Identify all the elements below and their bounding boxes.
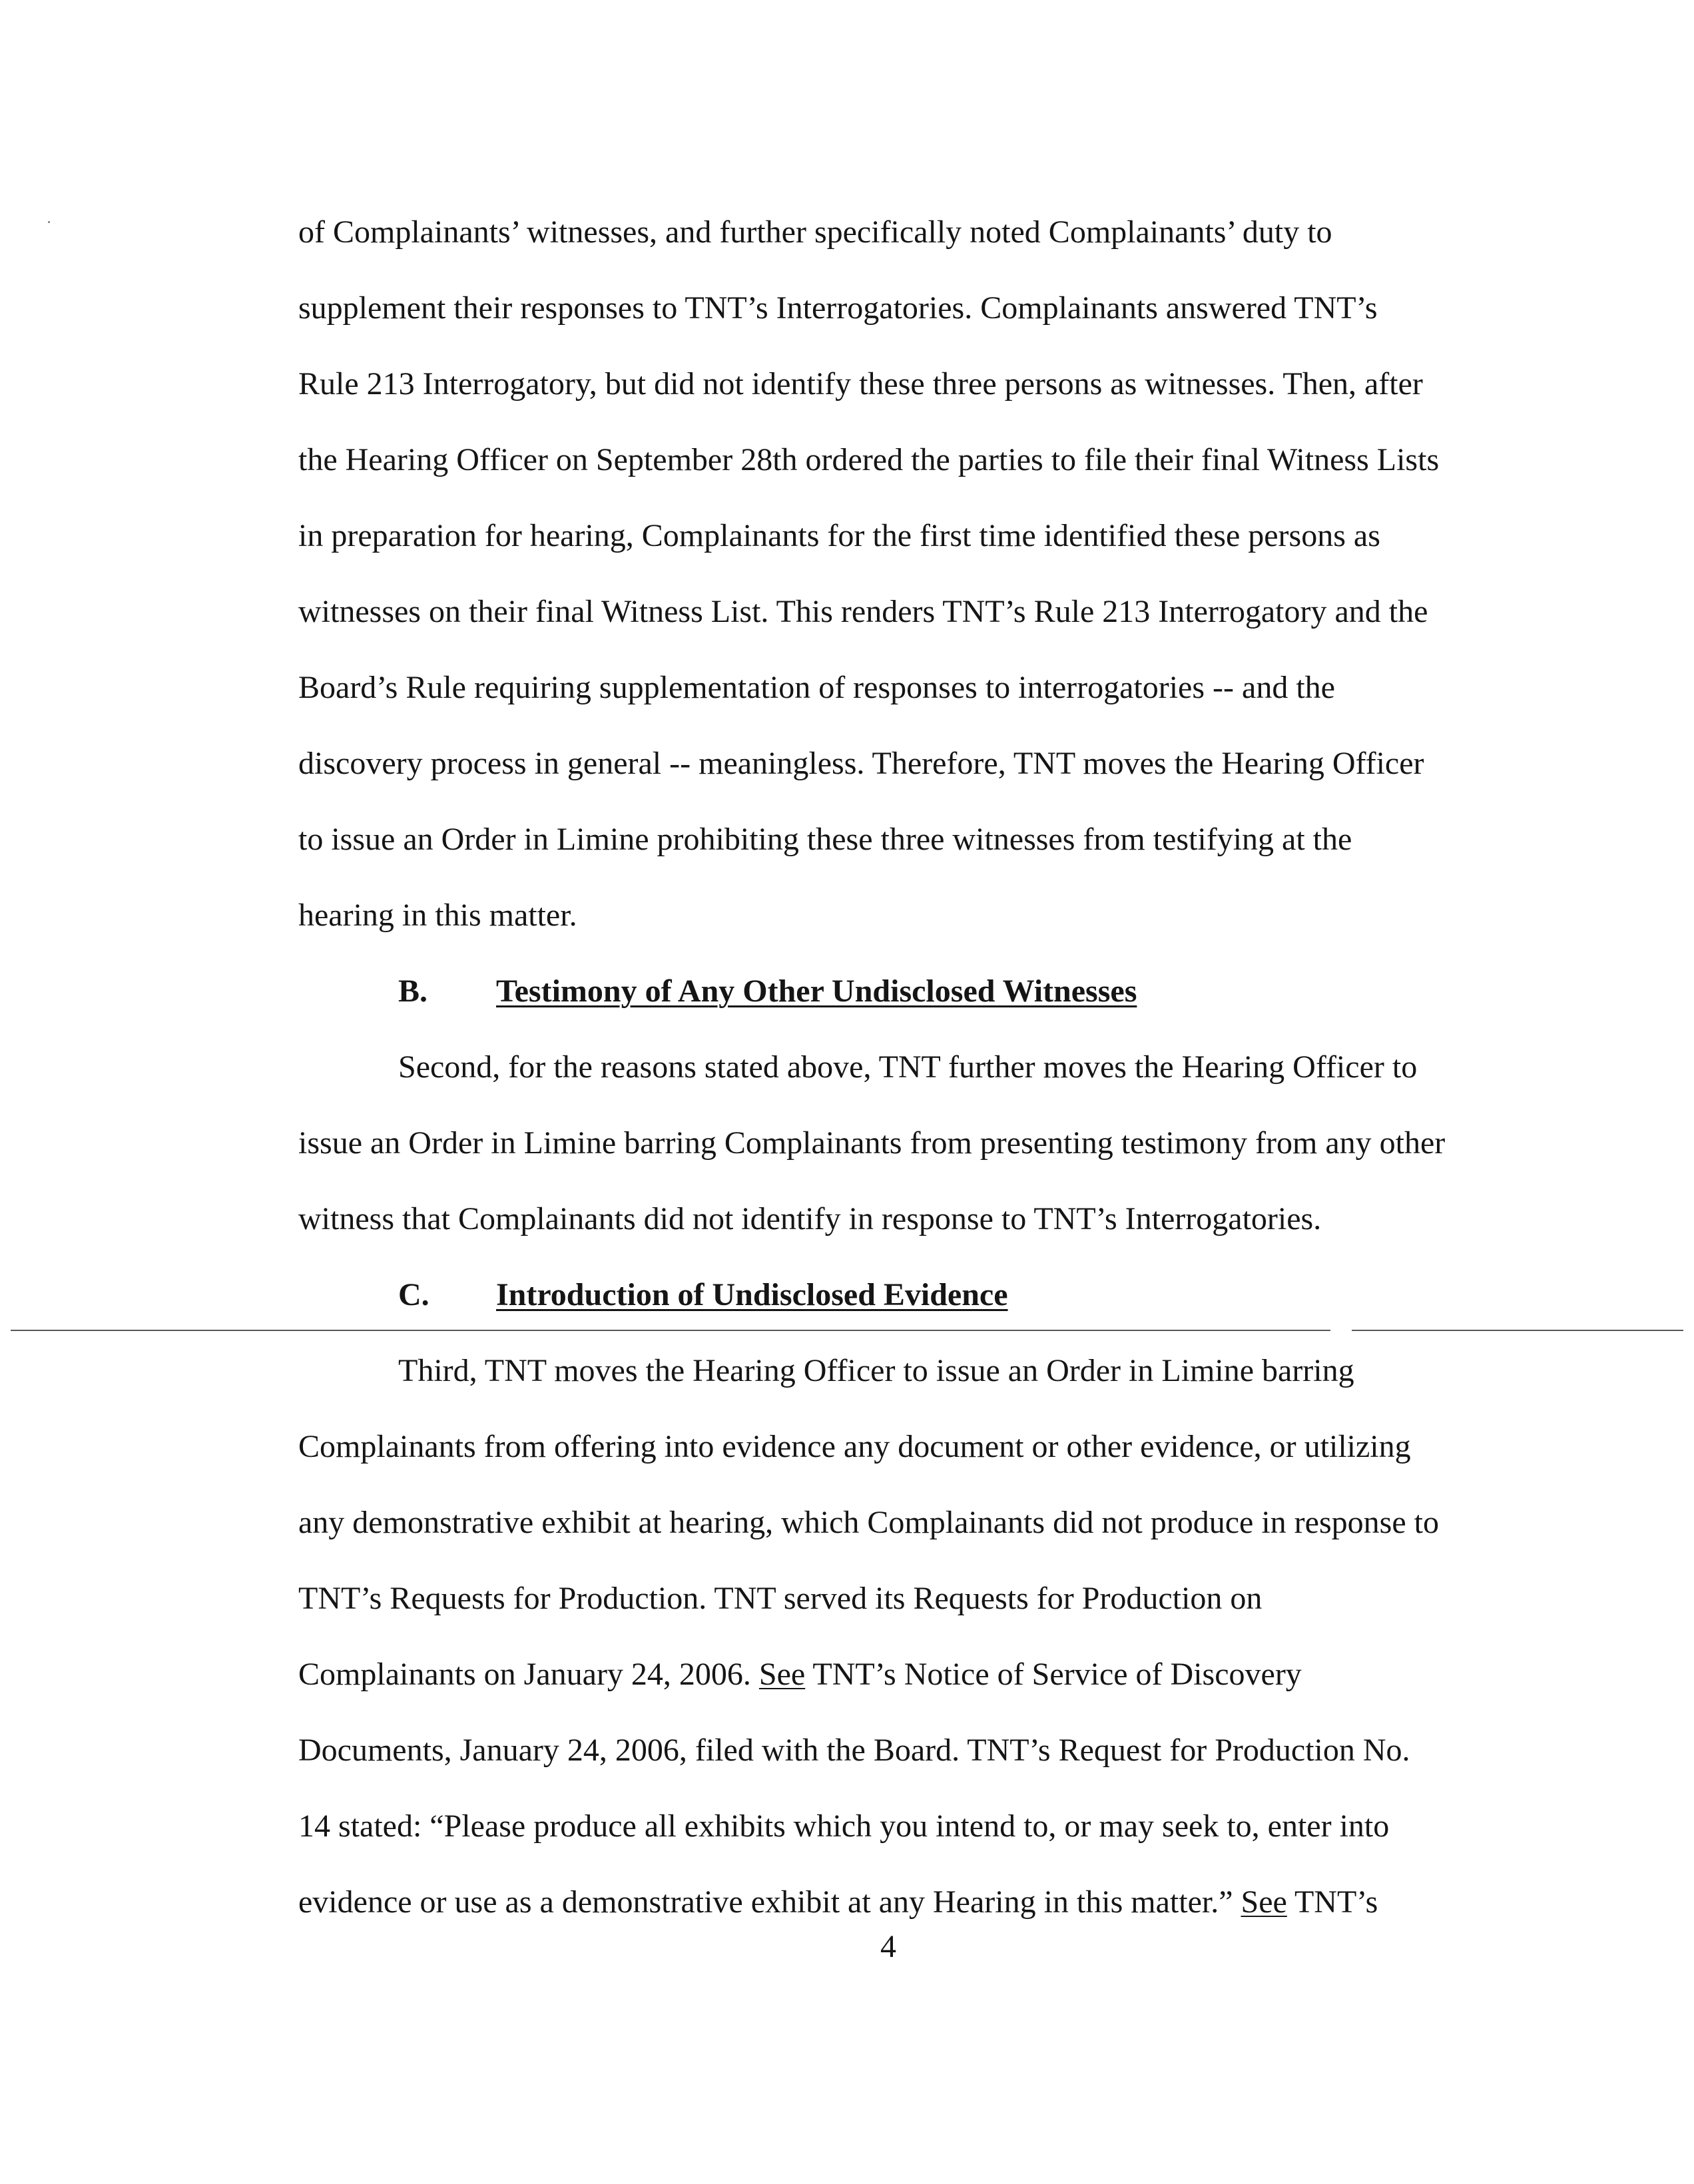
body-line-2: supplement their responses to TNT’s Interrogatories. Complainants answered TNT’s <box>298 290 1378 326</box>
quote-text-after: TNT’s <box>1286 1884 1378 1920</box>
scan-speck <box>48 221 50 223</box>
section-b-line-1: Second, for the reasons stated above, TNT further moves the Hearing Officer to <box>398 1049 1418 1085</box>
section-c-line-7: 14 stated: “Please produce all exhibits which you intend to, or may seek to, enter into <box>298 1808 1390 1844</box>
scan-artifact-rule-left <box>11 1330 1330 1331</box>
section-b-line-3: witness that Complainants did not identify in response to TNT’s Interrogatories. <box>298 1201 1322 1236</box>
body-line-3: Rule 213 Interrogatory, but did not identify these three persons as witnesses. Then, after <box>298 366 1423 402</box>
section-c-line-4: TNT’s Requests for Production. TNT served its Requests for Production on <box>298 1581 1263 1616</box>
see-citation-signal: See <box>758 1657 806 1692</box>
body-line-7: Board’s Rule requiring supplementation of responses to interrogatories -- and the <box>298 670 1335 705</box>
citation-text-after: TNT’s Notice of Service of Discovery <box>805 1657 1302 1692</box>
body-line-9: to issue an Order in Limine prohibiting these three witnesses from testifying at the <box>298 822 1352 857</box>
section-b-letter: B. <box>398 973 428 1009</box>
body-line-6: witnesses on their final Witness List. This renders TNT’s Rule 213 Interrogatory and the <box>298 594 1428 629</box>
section-c-heading: Introduction of Undisclosed Evidence <box>496 1277 1008 1312</box>
section-c-line-8 <box>298 1886 1378 1918</box>
body-line-10: hearing in this matter. <box>298 898 577 933</box>
scan-artifact-rule-right <box>1352 1330 1683 1331</box>
page-number: 4 <box>880 1929 896 1964</box>
section-c-line-5 <box>298 1659 1302 1691</box>
section-c-letter: C. <box>398 1277 429 1312</box>
section-c-line-1: Third, TNT moves the Hearing Officer to issue an Order in Limine barring <box>398 1353 1354 1388</box>
body-line-8: discovery process in general -- meaningless. Therefore, TNT moves the Hearing Officer <box>298 746 1424 781</box>
body-line-1: of Complainants’ witnesses, and further specifically noted Complainants’ duty to <box>298 214 1332 250</box>
see-citation-signal: See <box>1241 1884 1287 1920</box>
section-b-line-2: issue an Order in Limine barring Complainants from presenting testimony from any other <box>298 1125 1446 1161</box>
citation-text-before: Complainants on January 24, 2006. <box>298 1657 759 1692</box>
section-b-heading: Testimony of Any Other Undisclosed Witnesses <box>496 973 1137 1009</box>
section-c-line-6: Documents, January 24, 2006, filed with the Board. TNT’s Request for Production No. <box>298 1733 1410 1768</box>
body-line-4: the Hearing Officer on September 28th ordered the parties to file their final Witness Lists <box>298 442 1440 477</box>
body-line-5: in preparation for hearing, Complainants for the first time identified these persons as <box>298 518 1380 553</box>
section-c-line-2: Complainants from offering into evidence any document or other evidence, or utilizing <box>298 1429 1411 1464</box>
section-c-line-3: any demonstrative exhibit at hearing, which Complainants did not produce in response to <box>298 1505 1439 1540</box>
quote-text-before: evidence or use as a demonstrative exhibit at any Hearing in this matter.” <box>298 1884 1241 1920</box>
